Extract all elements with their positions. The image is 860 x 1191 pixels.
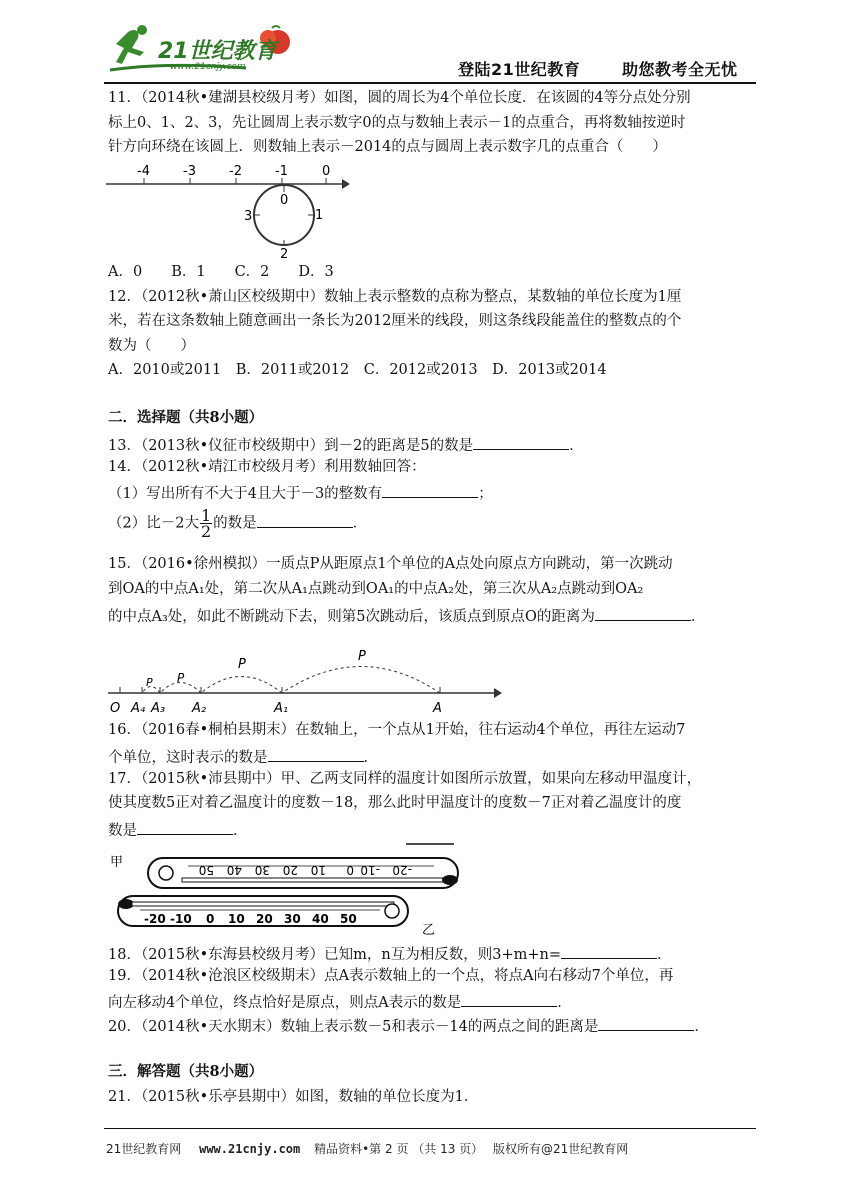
logo-url: www.21cnjy.com: [170, 62, 246, 72]
q19-line1: 19．（2014秋•沧浪区校级期末）点A表示数轴上的一个点，将点A向右移动7个单位，再: [108, 968, 674, 984]
q19-answer-blank[interactable]: [461, 990, 557, 1007]
q11-line1: 11．（2014秋•建湖县校级月考）如图，圆的周长为4个单位长度．在该圆的4等分点处分别: [108, 90, 691, 106]
footer-url[interactable]: www.21cnjy.com: [199, 1142, 301, 1156]
q16-end: ．: [363, 750, 378, 766]
q20-end: ．: [694, 1019, 709, 1035]
q14-line3: [108, 508, 367, 539]
q16-text: 个单位，这时表示的数是: [108, 750, 268, 766]
header-rule: [104, 82, 756, 84]
q18-text: 18．（2015秋•东海县校级月考）已知m，n互为相反数，则3+m+n=: [108, 947, 562, 963]
q17-end: ．: [233, 823, 248, 839]
q17-line1: 17．（2015秋•沛县期中）甲、乙两支同样的温度计如图所示放置，如果向左移动甲温度计，: [108, 771, 702, 787]
header-slogan-left: 登陆21世纪教育: [458, 60, 581, 79]
fraction-denominator: 2: [200, 522, 212, 541]
thermometer-yi-label: 乙: [422, 923, 436, 936]
axis-tick-label: -4: [137, 164, 150, 179]
scale-label: -20: [144, 912, 166, 926]
axis-tick-label: 0: [322, 164, 331, 179]
q19-line2: [108, 990, 572, 1013]
circle-label-left: 3: [244, 209, 253, 224]
point-p-label: P: [358, 649, 366, 664]
scale-label: 10: [228, 912, 245, 926]
q15-text: 的中点A₃处，如此不断跳动下去，则第5次跳动后，该质点到原点O的距离为: [108, 609, 595, 625]
q17-line2: 使其度数5正对着乙温度计的度数－18，那么此时甲温度计的度数－7正对着乙温度计的度: [108, 795, 682, 811]
q14-part1-end: ；: [478, 486, 493, 502]
point-p-label: P: [177, 671, 185, 685]
fraction: [200, 508, 212, 539]
q19-end: ．: [557, 995, 572, 1011]
q16-line1: 16．（2016春•桐柏县期末）在数轴上，一个点从1开始，往右运动4个单位，再往左运动7: [108, 722, 686, 738]
q14-part1-blank[interactable]: [382, 481, 478, 498]
scale-label: -20: [392, 863, 412, 877]
q18-line: [108, 942, 672, 965]
scale-label: 30: [254, 863, 270, 877]
q14-part2-text: （2）比－2大: [108, 515, 199, 532]
footer-pages: 精品资料•第 2 页 （共 13 页）: [314, 1142, 484, 1156]
q11-line2: 标上0、1、2、3，先让圆周上表示数字0的点与数轴上表示－1的点重合，再将数轴按逆时: [108, 115, 686, 131]
q12-line2: 米，若在这条数轴上随意画出一条长为2012厘米的线段，则这条线段能盖住的整数点的个: [108, 313, 682, 329]
circle-label-bottom: 2: [280, 247, 289, 260]
q16-line2: [108, 745, 378, 768]
q13-line: [108, 433, 584, 456]
q11-figure: [104, 160, 354, 260]
axis-tick-label: -3: [183, 164, 196, 179]
q18-end: ．: [657, 947, 672, 963]
number-line-circle-figure: [104, 160, 354, 260]
q19-text: 向左移动4个单位，终点恰好是原点，则点A表示的数是: [108, 995, 462, 1011]
thermometer-figure: [104, 840, 474, 936]
scale-label: 20: [282, 863, 298, 877]
scale-label: 30: [284, 912, 301, 926]
thermometer-jia-label: 甲: [110, 855, 124, 870]
q15-line2: 到OA的中点A₁处，第二次从A₁点跳动到OA₁的中点A₂处，第三次从A₂点跳动到OA₂: [108, 581, 644, 597]
point-a-label: A: [433, 701, 442, 716]
q15-figure: [106, 642, 506, 718]
q16-answer-blank[interactable]: [268, 745, 364, 762]
scale-label: 0: [206, 912, 215, 926]
footer-site: 21世纪教育网: [106, 1142, 182, 1156]
q12-options: A．2010或2011 B．2011或2012 C．2012或2013 D．2013或2014: [108, 362, 607, 378]
fraction-numerator: 1: [200, 506, 212, 525]
q14-line1: 14．（2012秋•靖江市校级月考）利用数轴回答：: [108, 459, 426, 475]
q15-line1: 15．（2016•徐州模拟）一质点P从距原点1个单位的A点处向原点方向跳动，第一次跳动: [108, 556, 673, 572]
header: [0, 0, 860, 84]
scale-label: 40: [226, 863, 242, 877]
point-a2-label: A₂: [192, 701, 207, 716]
q15-answer-blank[interactable]: [595, 604, 691, 621]
scale-label: 40: [312, 912, 329, 926]
q13-end: ．: [569, 438, 584, 454]
header-slogan-right: 助您教考全无忧: [622, 60, 738, 79]
q17-answer-blank[interactable]: [137, 818, 233, 835]
origin-label: O: [110, 701, 121, 716]
q17-text: 数是: [108, 823, 137, 839]
point-a1-label: A₁: [274, 701, 289, 716]
axis-tick-label: -2: [229, 164, 242, 179]
q15-line3: [108, 604, 705, 627]
q12-line1: 12．（2012秋•萧山区校级期中）数轴上表示整数的点称为整点，某数轴的单位长度为1厘: [108, 289, 682, 305]
circle-label-top: 0: [280, 193, 289, 208]
q20-text: 20．（2014秋•天水期末）数轴上表示数－5和表示－14的两点之间的距离是: [108, 1019, 599, 1035]
footer: [106, 1140, 628, 1157]
q14-part2-blank[interactable]: [257, 511, 353, 528]
circle-label-right: 1: [315, 208, 324, 223]
q11-line3: 针方向环绕在该圆上．则数轴上表示－2014的点与圆周上表示数字几的点重合（ ）: [108, 139, 667, 155]
point-a4-label: A₄: [131, 701, 146, 716]
q21-line1: 21．（2015秋•乐亭县期中）如图，数轴的单位长度为1．: [108, 1089, 479, 1105]
section2-title: 二．选择题（共8小题）: [108, 409, 264, 426]
q17-figure: [104, 840, 474, 936]
axis-tick-label: -1: [275, 164, 288, 179]
scale-label: 20: [256, 912, 273, 926]
point-p-label: P: [146, 676, 153, 689]
jumping-point-figure: [106, 642, 506, 718]
q13-text: 13．（2013秋•仪征市校级期中）到－2的距离是5的数是: [108, 438, 474, 454]
q14-line2: [108, 481, 493, 504]
section3-title: 三．解答题（共8小题）: [108, 1063, 264, 1080]
thermometer-yi-scale: [140, 910, 380, 926]
scale-label: -10: [360, 863, 380, 877]
q14-part2-mid: 的数是: [213, 515, 257, 532]
scale-label: 50: [198, 863, 214, 877]
footer-copyright: 版权所有@21世纪教育网: [492, 1142, 629, 1156]
point-a3-label: A₃: [151, 701, 166, 716]
scale-label: 0: [346, 863, 354, 877]
q14-part2-end: ．: [352, 515, 368, 532]
point-p-label: P: [238, 657, 246, 672]
footer-rule: [104, 1128, 756, 1129]
scale-label: 50: [340, 912, 357, 926]
q15-end: ．: [690, 609, 706, 625]
q20-answer-blank[interactable]: [598, 1014, 694, 1031]
q13-answer-blank[interactable]: [473, 433, 569, 450]
q12-line3: 数为（ ）: [108, 338, 195, 354]
scale-label: 10: [310, 863, 326, 877]
q11-options: A．0 B．1 C．2 D．3: [108, 264, 334, 280]
q14-part1-text: （1）写出所有不大于4且大于－3的整数有: [108, 486, 383, 502]
site-logo: [106, 22, 306, 78]
q20-line: [108, 1014, 709, 1037]
logo-text: 21世纪教育: [158, 39, 277, 64]
scale-label: -10: [170, 912, 192, 926]
q17-line3: [108, 818, 248, 841]
q18-answer-blank[interactable]: [561, 942, 657, 959]
